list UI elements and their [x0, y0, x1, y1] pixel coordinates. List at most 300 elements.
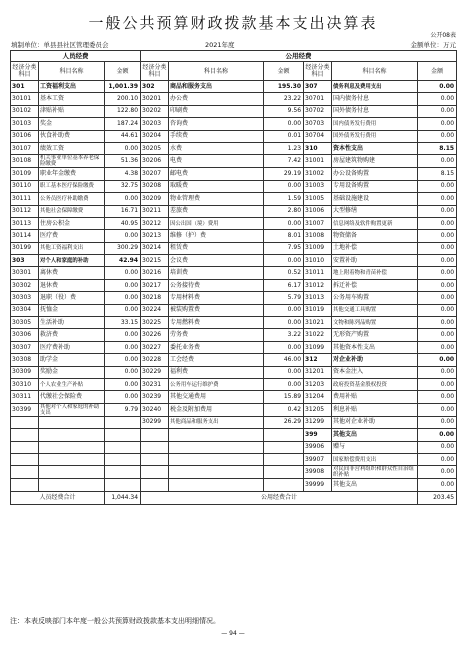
cell-code: 30206 [141, 155, 169, 168]
table-row [11, 292, 457, 304]
table-row [11, 81, 457, 93]
table-row [11, 403, 457, 416]
cell-code: 31013 [304, 292, 332, 304]
cell-code: 30702 [304, 105, 332, 117]
cell-name: 资本金注入 [332, 366, 418, 378]
cell-name: 水费 [169, 142, 264, 154]
cell-code [11, 479, 39, 491]
cell-name: 物业管理费 [169, 193, 264, 205]
cell-code: 30231 [141, 378, 169, 390]
cell-amount: 0.00 [105, 230, 141, 242]
cell-amount: 0.00 [418, 255, 457, 267]
cell-amount: 7.42 [264, 155, 304, 168]
cell-code: 30227 [141, 341, 169, 353]
cell-name: 代缴社会保险费 [39, 391, 105, 403]
column-header-name: 科目名称 [169, 62, 264, 81]
cell-code: 30311 [11, 391, 39, 403]
table-row [11, 441, 457, 453]
table-row [11, 304, 457, 316]
cell-name: 租赁费 [169, 242, 264, 254]
column-header-code: 经济分类科目 [141, 62, 169, 81]
cell-amount: 0.01 [264, 130, 304, 142]
cell-name: 因公出国（境）费用 [169, 217, 264, 229]
cell-name: 利息补贴 [332, 403, 418, 416]
cell-amount: 0.00 [418, 453, 457, 465]
cell-amount: 0.00 [418, 105, 457, 117]
cell-code: 30302 [11, 279, 39, 291]
cell-name: 其他交通工具购置 [332, 304, 418, 316]
cell-amount: 15.89 [264, 391, 304, 403]
cell-name: 专用设备购置 [332, 180, 418, 192]
table-row [11, 193, 457, 205]
cell-name: 个人农业生产补贴 [39, 378, 105, 390]
cell-code: 31021 [304, 317, 332, 329]
cell-code: 30212 [141, 217, 169, 229]
cell-amount: 0.00 [105, 329, 141, 341]
cell-name: 会议费 [169, 255, 264, 267]
cell-code: 30399 [11, 403, 39, 416]
cell-name: 抚恤金 [39, 304, 105, 316]
cell-amount [105, 479, 141, 491]
cell-name: 救济费 [39, 329, 105, 341]
cell-code: 31011 [304, 267, 332, 279]
cell-amount: 9.79 [105, 403, 141, 416]
group-header-personnel: 人员经费 [11, 51, 141, 62]
total-personnel-value: 1,044.34 [105, 491, 141, 504]
cell-name: 国家赔偿费用支出 [332, 453, 418, 465]
cell-code: 30112 [11, 205, 39, 217]
cell-code: 312 [304, 354, 332, 366]
table-row [11, 118, 457, 130]
cell-name: 其他工资福利支出 [39, 242, 105, 254]
table-row [11, 317, 457, 329]
cell-name: 被装购置费 [169, 304, 264, 316]
cell-name: 赠与 [332, 441, 418, 453]
cell-code [11, 466, 39, 479]
cell-amount: 0.00 [418, 317, 457, 329]
cell-code: 301 [11, 81, 39, 93]
cell-name: 税金及附加费用 [169, 403, 264, 416]
cell-amount: 23.22 [264, 93, 304, 105]
cell-name: 其他支出 [332, 479, 418, 491]
cell-amount: 0.00 [105, 354, 141, 366]
cell-name: 其他对个人和家庭的补助支出 [39, 403, 105, 416]
total-public-value: 203.45 [418, 491, 457, 504]
cell-code: 30309 [11, 366, 39, 378]
cell-code: 30303 [11, 292, 39, 304]
cell-code: 31002 [304, 168, 332, 180]
cell-name: 工资福利支出 [39, 81, 105, 93]
cell-name: 国内债务发行费用 [332, 118, 418, 130]
cell-code: 30203 [141, 118, 169, 130]
cell-amount: 51.36 [105, 155, 141, 168]
cell-code: 31006 [304, 205, 332, 217]
table-row [11, 453, 457, 465]
cell-name: 助学金 [39, 354, 105, 366]
cell-code: 30208 [141, 180, 169, 192]
page-number: — 94 — [221, 630, 245, 637]
cell-code: 39999 [304, 479, 332, 491]
cell-code: 399 [304, 429, 332, 441]
cell-code: 302 [141, 81, 169, 93]
cell-code: 31203 [304, 378, 332, 390]
cell-amount: 32.75 [105, 180, 141, 192]
expenditure-table [10, 50, 457, 505]
table-row [11, 255, 457, 267]
cell-amount [264, 479, 304, 491]
cell-amount: 0.00 [418, 267, 457, 279]
cell-name: 咨询费 [169, 118, 264, 130]
column-header-amount: 金额 [264, 62, 304, 81]
amount-unit-label: 金额单位：万元 [410, 41, 456, 49]
cell-amount: 1.59 [264, 193, 304, 205]
cell-name [39, 416, 105, 428]
cell-amount: 195.30 [264, 81, 304, 93]
table-row [11, 378, 457, 390]
cell-code: 31204 [304, 391, 332, 403]
cell-name: 劳务费 [169, 329, 264, 341]
cell-amount [105, 441, 141, 453]
cell-code: 30209 [141, 193, 169, 205]
cell-name: 工会经费 [169, 354, 264, 366]
cell-amount: 200.10 [105, 93, 141, 105]
cell-code: 30114 [11, 230, 39, 242]
cell-name: 安置补助 [332, 255, 418, 267]
cell-code: 30240 [141, 403, 169, 416]
column-header-amount: 金额 [105, 62, 141, 81]
cell-code: 30204 [141, 130, 169, 142]
cell-code: 30306 [11, 329, 39, 341]
cell-code [11, 429, 39, 441]
cell-amount [264, 441, 304, 453]
cell-amount: 8.15 [418, 168, 457, 180]
cell-amount: 0.00 [105, 391, 141, 403]
cell-code: 30101 [11, 93, 39, 105]
cell-code: 30218 [141, 292, 169, 304]
cell-amount: 33.15 [105, 317, 141, 329]
cell-code: 31008 [304, 230, 332, 242]
cell-name: 其他资本性支出 [332, 341, 418, 353]
cell-code [141, 441, 169, 453]
table-row [11, 329, 457, 341]
table-row [11, 416, 457, 428]
footnote: 注：本表反映部门本年度一般公共预算财政拨款基本支出明细情况。 [10, 617, 220, 625]
cell-amount: 0.00 [418, 466, 457, 479]
cell-name [169, 453, 264, 465]
cell-code: 30211 [141, 205, 169, 217]
cell-amount: 0.00 [105, 193, 141, 205]
cell-amount [264, 429, 304, 441]
cell-amount: 0.00 [264, 118, 304, 130]
cell-amount: 122.80 [105, 105, 141, 117]
cell-code [141, 453, 169, 465]
cell-code: 30106 [11, 130, 39, 142]
cell-name [39, 453, 105, 465]
cell-code: 31007 [304, 217, 332, 229]
cell-amount: 44.61 [105, 130, 141, 142]
cell-amount: 300.29 [105, 242, 141, 254]
cell-amount: 0.00 [418, 130, 457, 142]
cell-name [169, 466, 264, 479]
cell-amount: 0.00 [264, 378, 304, 390]
cell-amount: 0.00 [418, 341, 457, 353]
column-header-code: 经济分类科目 [304, 62, 332, 81]
cell-code: 30108 [11, 155, 39, 168]
cell-name: 手续费 [169, 130, 264, 142]
cell-name: 办公费 [169, 93, 264, 105]
cell-code: 30703 [304, 118, 332, 130]
cell-code: 30202 [141, 105, 169, 117]
cell-amount: 0.00 [105, 341, 141, 353]
cell-name: 公务用车购置 [332, 292, 418, 304]
cell-name: 退职（役）费 [39, 292, 105, 304]
cell-code: 30214 [141, 242, 169, 254]
cell-name: 商品和服务支出 [169, 81, 264, 93]
cell-amount: 0.00 [418, 242, 457, 254]
cell-name: 绩效工资 [39, 142, 105, 154]
column-header-name: 科目名称 [39, 62, 105, 81]
cell-code: 30308 [11, 354, 39, 366]
cell-name: 其他交通费用 [169, 391, 264, 403]
cell-code: 30301 [11, 267, 39, 279]
cell-amount: 0.00 [418, 329, 457, 341]
cell-amount: 29.19 [264, 168, 304, 180]
cell-amount: 0.00 [418, 81, 457, 93]
cell-amount: 1,001.39 [105, 81, 141, 93]
cell-amount: 1.23 [264, 142, 304, 154]
table-row [11, 341, 457, 353]
cell-amount: 0.00 [418, 230, 457, 242]
cell-code: 30310 [11, 378, 39, 390]
cell-name: 公务接待费 [169, 279, 264, 291]
cell-code [11, 441, 39, 453]
cell-code: 30207 [141, 168, 169, 180]
cell-name: 机关事业单位基本养老保险缴费 [39, 155, 105, 168]
cell-name: 基础设施建设 [332, 193, 418, 205]
cell-code: 31010 [304, 255, 332, 267]
cell-name: 电费 [169, 155, 264, 168]
table-row [11, 180, 457, 192]
cell-code: 30216 [141, 267, 169, 279]
cell-name: 其他社会保障缴费 [39, 205, 105, 217]
cell-code: 30205 [141, 142, 169, 154]
cell-name: 住房公积金 [39, 217, 105, 229]
cell-name [39, 466, 105, 479]
cell-name: 维修（护）费 [169, 230, 264, 242]
cell-code: 39908 [304, 466, 332, 479]
table-row [11, 168, 457, 180]
cell-code: 31205 [304, 403, 332, 416]
cell-name [169, 429, 264, 441]
cell-name: 其他对企业补助 [332, 416, 418, 428]
cell-name: 对民间非营利组织和群众性自治组织补贴 [332, 466, 418, 479]
cell-code: 30225 [141, 317, 169, 329]
table-row [11, 279, 457, 291]
cell-amount: 0.00 [418, 441, 457, 453]
cell-code [141, 479, 169, 491]
cell-code: 31099 [304, 341, 332, 353]
cell-code: 30109 [11, 168, 39, 180]
cell-amount: 7.95 [264, 242, 304, 254]
cell-code: 30701 [304, 93, 332, 105]
cell-code: 30103 [11, 118, 39, 130]
cell-name: 奖励金 [39, 366, 105, 378]
cell-amount: 0.42 [264, 403, 304, 416]
cell-code: 30307 [11, 341, 39, 353]
cell-amount: 42.94 [105, 255, 141, 267]
cell-name: 国外债务发行费用 [332, 130, 418, 142]
cell-name: 福利费 [169, 366, 264, 378]
cell-name: 资本性支出 [332, 142, 418, 154]
table-row [11, 429, 457, 441]
cell-name: 奖金 [39, 118, 105, 130]
cell-code: 30102 [11, 105, 39, 117]
table-row [11, 242, 457, 254]
cell-name: 职业年金缴费 [39, 168, 105, 180]
cell-code: 31019 [304, 304, 332, 316]
cell-amount: 46.00 [264, 354, 304, 366]
cell-amount [105, 429, 141, 441]
cell-code: 307 [304, 81, 332, 93]
cell-amount: 26.29 [264, 416, 304, 428]
cell-name: 医疗费 [39, 230, 105, 242]
cell-amount: 0.00 [418, 93, 457, 105]
cell-amount: 0.00 [418, 416, 457, 428]
cell-amount: 8.15 [418, 142, 457, 154]
cell-code: 31012 [304, 279, 332, 291]
cell-amount: 0.00 [264, 304, 304, 316]
cell-amount: 16.71 [105, 205, 141, 217]
cell-code [141, 429, 169, 441]
cell-amount: 6.17 [264, 279, 304, 291]
table-row [11, 142, 457, 154]
cell-amount [105, 453, 141, 465]
cell-name: 地上附着物和青苗补偿 [332, 267, 418, 279]
cell-name: 其他支出 [332, 429, 418, 441]
cell-code: 30304 [11, 304, 39, 316]
cell-name: 邮电费 [169, 168, 264, 180]
cell-name: 差旅费 [169, 205, 264, 217]
cell-name: 物资储备 [332, 230, 418, 242]
table-row [11, 479, 457, 491]
table-row [11, 93, 457, 105]
group-header-public: 公用经费 [141, 51, 457, 62]
table-row [11, 130, 457, 142]
cell-name: 拆迁补偿 [332, 279, 418, 291]
unit-label: 填制单位：单县县社区管理委员会 [11, 41, 109, 49]
cell-amount: 0.00 [105, 279, 141, 291]
cell-code: 30201 [141, 93, 169, 105]
cell-name: 离休费 [39, 267, 105, 279]
cell-code: 30217 [141, 279, 169, 291]
cell-code: 30226 [141, 329, 169, 341]
cell-name: 专用材料费 [169, 292, 264, 304]
table-row [11, 267, 457, 279]
cell-code: 303 [11, 255, 39, 267]
table-row [11, 230, 457, 242]
cell-name: 土地补偿 [332, 242, 418, 254]
cell-code: 39907 [304, 453, 332, 465]
cell-name: 对个人和家庭的补助 [39, 255, 105, 267]
total-personnel-label: 人员经费合计 [11, 491, 105, 504]
table-row [11, 466, 457, 479]
cell-amount: 0.00 [105, 366, 141, 378]
cell-code: 31001 [304, 155, 332, 168]
cell-name: 办公设备购置 [332, 168, 418, 180]
table-row [11, 155, 457, 168]
cell-code [11, 416, 39, 428]
cell-amount: 0.00 [418, 217, 457, 229]
cell-name: 公务员医疗补助缴费 [39, 193, 105, 205]
cell-name [169, 441, 264, 453]
cell-code: 30224 [141, 304, 169, 316]
cell-amount: 0.00 [418, 155, 457, 168]
cell-amount: 0.00 [105, 267, 141, 279]
cell-name: 专用燃料费 [169, 317, 264, 329]
cell-amount: 0.00 [418, 118, 457, 130]
cell-amount: 0.00 [105, 304, 141, 316]
cell-name: 国内债务付息 [332, 93, 418, 105]
cell-code: 31003 [304, 180, 332, 192]
cell-amount: 0.00 [264, 366, 304, 378]
cell-name: 国外债务付息 [332, 105, 418, 117]
table-row [11, 217, 457, 229]
cell-amount: 0.00 [418, 403, 457, 416]
cell-code: 30229 [141, 366, 169, 378]
cell-name: 职工基本医疗保险缴费 [39, 180, 105, 192]
cell-amount: 0.00 [418, 429, 457, 441]
cell-code: 31009 [304, 242, 332, 254]
form-code: 公开08表 [430, 32, 456, 39]
cell-amount: 0.00 [264, 217, 304, 229]
cell-name: 津贴补贴 [39, 105, 105, 117]
cell-amount: 0.00 [264, 317, 304, 329]
cell-name: 医疗费补助 [39, 341, 105, 353]
cell-amount: 9.56 [264, 105, 304, 117]
table-row [11, 391, 457, 403]
cell-name [39, 441, 105, 453]
year-label: 2021年度 [205, 41, 235, 49]
cell-code: 310 [304, 142, 332, 154]
cell-amount [105, 416, 141, 428]
cell-amount: 0.00 [105, 142, 141, 154]
cell-code [11, 453, 39, 465]
cell-amount [264, 453, 304, 465]
cell-name: 信息网络及软件购置更新 [332, 217, 418, 229]
cell-name: 印刷费 [169, 105, 264, 117]
cell-name: 取暖费 [169, 180, 264, 192]
cell-amount: 0.00 [264, 341, 304, 353]
cell-amount: 0.00 [418, 391, 457, 403]
cell-name: 生活补助 [39, 317, 105, 329]
cell-amount: 40.95 [105, 217, 141, 229]
cell-amount: 0.00 [264, 180, 304, 192]
cell-code: 30299 [141, 416, 169, 428]
cell-amount: 0.00 [418, 205, 457, 217]
cell-amount: 0.00 [418, 366, 457, 378]
cell-code: 31005 [304, 193, 332, 205]
cell-amount: 0.00 [418, 292, 457, 304]
cell-code: 30110 [11, 180, 39, 192]
cell-name [39, 479, 105, 491]
cell-name: 房屋建筑物购建 [332, 155, 418, 168]
cell-amount [105, 466, 141, 479]
cell-amount: 0.00 [418, 193, 457, 205]
cell-code: 30213 [141, 230, 169, 242]
cell-amount: 0.00 [105, 292, 141, 304]
cell-name: 债务利息及费用支出 [332, 81, 418, 93]
cell-name: 伙食补助费 [39, 130, 105, 142]
